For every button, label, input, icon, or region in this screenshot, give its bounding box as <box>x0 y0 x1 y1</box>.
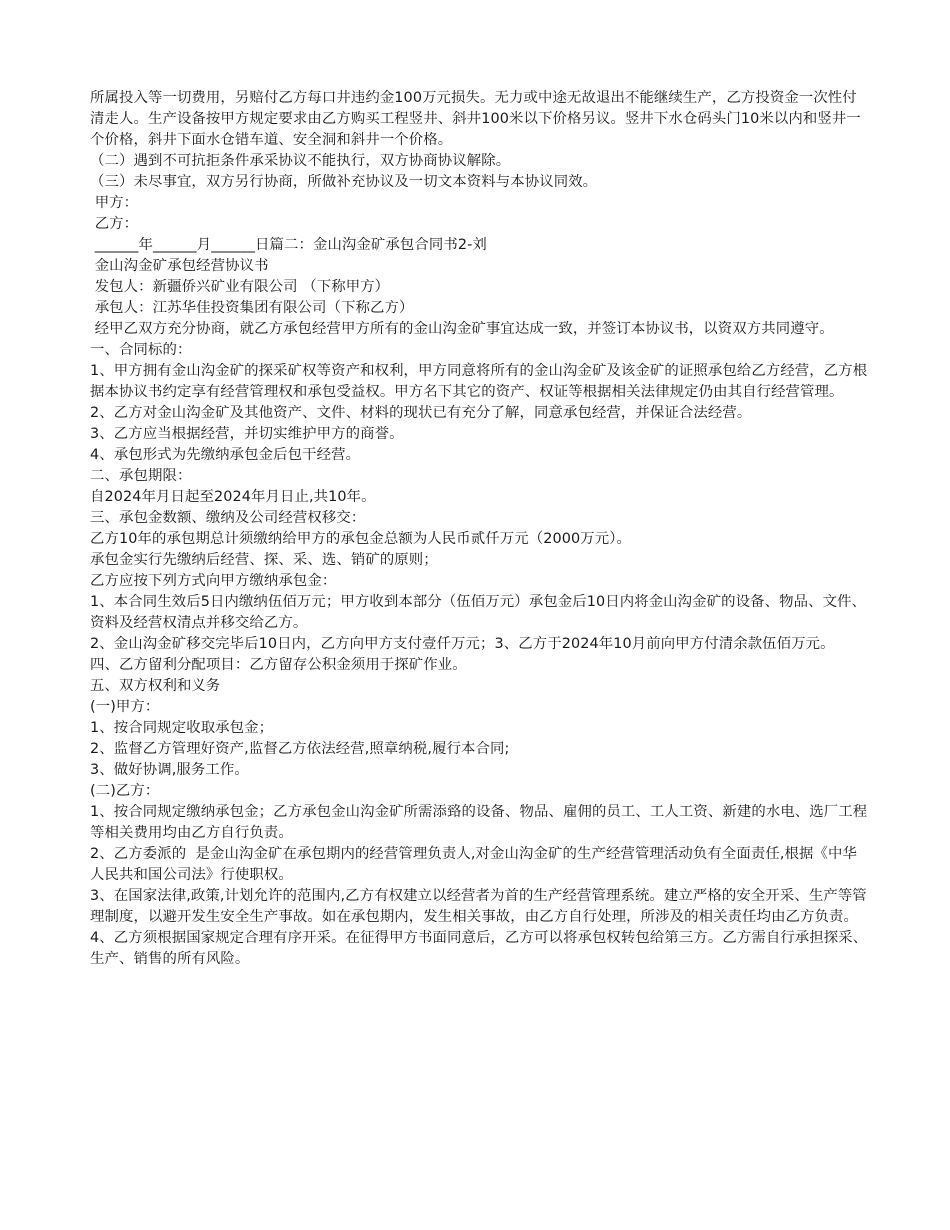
contractor-issuer: 发包人：新疆侨兴矿业有限公司 （下称甲方） <box>90 279 390 295</box>
section-heading-subject: 一、合同标的： <box>90 342 192 358</box>
clause-a-2: 2、监督乙方管理好资产,监督乙方依法经营,照章纳税,履行本合同; <box>90 741 510 757</box>
clause-1-4: 4、承包形式为先缴纳承包金后包干经营。 <box>90 447 361 463</box>
clause-payment-principle: 承包金实行先缴纳后经营、探、采、选、销矿的原则； <box>90 552 438 568</box>
subsection-party-b: (二)乙方： <box>90 783 160 799</box>
subsection-party-a: (一)甲方： <box>90 699 160 715</box>
signature-party-a: 甲方： <box>90 195 139 211</box>
clause-payment-2-3: 2、金山沟金矿移交完毕后10日内，乙方向甲方支付壹仟万元；3、乙方于2024年10月前向甲方付清余款伍佰万元。 <box>90 636 835 652</box>
clause-a-1: 1、按合同规定收取承包金； <box>90 720 274 736</box>
clause-b-1: 1、按合同规定缴纳承包金；乙方承包金山沟金矿所需添臵的设备、物品、雇佣的员工、工人工资、新建的水电、选厂工程等相关费用均由乙方自行负责。 <box>90 804 868 841</box>
clause-1-2: 2、乙方对金山沟金矿及其他资产、文件、材料的现状已有充分了解，同意承包经营，并保证合法经营。 <box>90 405 752 421</box>
paragraph-compensation-terms: 所属投入等一切费用，另赔付乙方每口井违约金100万元损失。无力或中途无故退出不能继续生产，乙方投资金一次性付清走人。生产设备按甲方规定要求由乙方购买工程竖井、斜井100米以下价格另议。竖井下水仓码头门10米以内和竖井一个价格，斜井下面水仓错车道、安全洞和斜井一个价格。 <box>90 90 861 148</box>
contractor-undertaker: 承包人：江苏华佳投资集团有限公司（下称乙方） <box>90 300 414 316</box>
section-heading-profit: 四、乙方留利分配项目：乙方留存公积金须用于探矿作业。 <box>90 657 467 673</box>
clause-payment-1: 1、本合同生效后5日内缴纳伍佰万元；甲方收到本部分（伍佰万元）承包金后10日内将金山沟金矿的设备、物品、文件、资料及经营权清点并移交给乙方。 <box>90 594 867 631</box>
clause-payment-method-intro: 乙方应按下列方式向甲方缴纳承包金： <box>90 573 337 589</box>
clause-1-3: 3、乙方应当根据经营，并切实维护甲方的商誉。 <box>90 426 404 442</box>
section-heading-term: 二、承包期限： <box>90 468 192 484</box>
clause-a-3: 3、做好协调,服务工作。 <box>90 762 249 778</box>
agreement-title: 金山沟金矿承包经营协议书 <box>90 258 269 274</box>
clause-term-period: 自2024年月日起至2024年月日止,共10年。 <box>90 489 376 505</box>
clause-b-2: 2、乙方委派的 是金山沟金矿在承包期内的经营管理负责人,对金山沟金矿的生产经营管理活动负有全面责任,根据《中华人民共和国公司法》行使职权。 <box>90 846 857 883</box>
document-body <box>90 88 868 970</box>
clause-1-1: 1、甲方拥有金山沟金矿的探采矿权等资产和权利，甲方同意将所有的金山沟金矿及该金矿的证照承包给乙方经营，乙方根据本协议书约定享有经营管理权和承包受益权。甲方名下其它的资产、权证等根据相关法律规定仍由其自行经营管理。 <box>90 363 868 400</box>
signature-party-b: 乙方： <box>90 216 139 232</box>
date-line-and-part-two-title: ______年______月______日篇二：金山沟金矿承包合同书2-刘 <box>90 237 487 253</box>
paragraph-force-majeure: （二）遇到不可抗拒条件承采协议不能执行，双方协商协议解除。 <box>90 153 511 169</box>
paragraph-other-matters: （三）未尽事宜，双方另行协商，所做补充协议及一切文本资料与本协议同效。 <box>90 174 598 190</box>
section-heading-payment: 三、承包金数额、缴纳及公司经营权移交： <box>90 510 366 526</box>
preamble: 经甲乙双方充分协商，就乙方承包经营甲方所有的金山沟金矿事宜达成一致，并签订本协议书，以资双方共同遵守。 <box>90 321 834 337</box>
clause-b-4: 4、乙方须根据国家规定合理有序开采。在征得甲方书面同意后，乙方可以将承包权转包给第三方。乙方需自行承担探采、生产、销售的所有风险。 <box>90 930 868 967</box>
section-heading-rights: 五、双方权利和义务 <box>90 678 221 694</box>
clause-b-3: 3、在国家法律,政策,计划允许的范围内,乙方有权建立以经营者为首的生产经营管理系统。建立严格的安全开采、生产等管理制度，以避开发生安全生产事故。如在承包期内，发生相关事故，由乙方自行处理，所涉及的相关责任均由乙方负责。 <box>90 888 867 925</box>
clause-payment-total: 乙方10年的承包期总计须缴纳给甲方的承包金总额为人民币贰仟万元（2000万元）。 <box>90 531 632 547</box>
